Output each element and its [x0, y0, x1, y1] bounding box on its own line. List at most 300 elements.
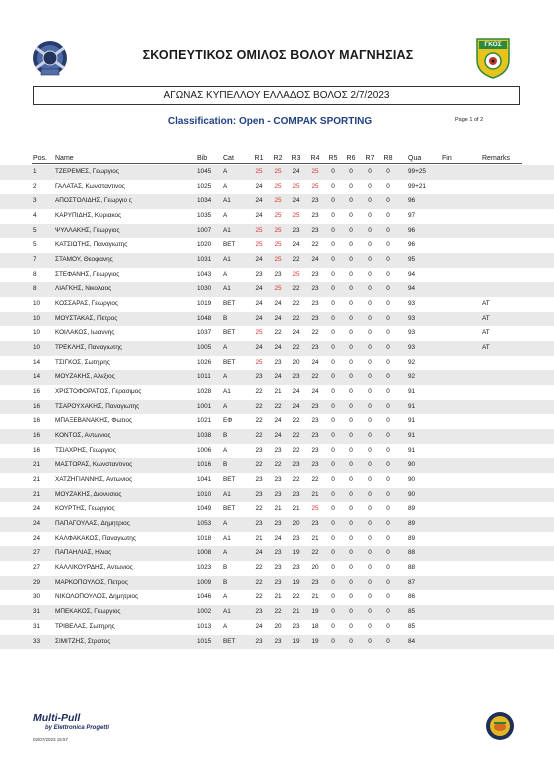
- row-round-7: 0: [368, 388, 372, 396]
- row-round-3: 24: [292, 168, 300, 175]
- row-bib: 1008: [197, 549, 212, 557]
- row-category: A: [223, 373, 228, 381]
- row-round-5: 0: [331, 534, 335, 542]
- row-round-1: 23: [255, 637, 263, 645]
- row-round-3: 22: [292, 417, 300, 425]
- header-divider: [32, 163, 522, 164]
- row-round-1: 22: [255, 578, 263, 586]
- row-name: ΜΠΑΞΕΒΑΝΑΚΗΣ, Φωτιος: [55, 417, 132, 425]
- row-qualification: 85: [408, 608, 416, 616]
- row-category: BET: [223, 358, 236, 366]
- row-position: 27: [33, 549, 41, 557]
- row-bib: 1026: [197, 358, 212, 366]
- row-position: 2: [33, 182, 37, 190]
- header-r2: R2: [273, 155, 283, 162]
- row-bib: 1019: [197, 300, 212, 308]
- row-qualification: 92: [408, 373, 416, 381]
- row-round-3: 20: [292, 358, 300, 366]
- row-position: 14: [33, 373, 41, 381]
- row-round-1: 23: [255, 446, 263, 454]
- row-qualification: 96: [408, 241, 416, 249]
- row-round-1: 25: [255, 168, 263, 175]
- row-round-3: 23: [292, 226, 300, 234]
- row-position: 5: [33, 241, 37, 249]
- row-bib: 1013: [197, 622, 212, 630]
- row-round-6: 0: [349, 622, 353, 630]
- row-round-6: 0: [349, 476, 353, 484]
- row-name: ΜΑΡΚΟΠΟΥΛΟΣ, Πετρος: [55, 578, 128, 586]
- row-name: ΚΟΙΛΑΚΟΣ, Ιωαννης: [55, 329, 115, 337]
- row-round-8: 0: [386, 637, 390, 645]
- row-bib: 1009: [197, 578, 212, 586]
- row-round-7: 0: [368, 256, 372, 264]
- row-round-8: 0: [386, 344, 390, 352]
- row-round-7: 0: [368, 168, 372, 175]
- row-category: BET: [223, 476, 236, 484]
- row-position: 24: [33, 520, 41, 528]
- row-round-5: 0: [331, 285, 335, 293]
- row-round-6: 0: [349, 300, 353, 308]
- row-bib: 1034: [197, 197, 212, 205]
- table-row: [0, 268, 554, 283]
- row-round-1: 25: [255, 358, 263, 366]
- row-round-7: 0: [368, 593, 372, 601]
- row-round-5: 0: [331, 549, 335, 557]
- row-round-7: 0: [368, 329, 372, 337]
- row-name: ΝΙΚΟΛΟΠΟΥΛΟΣ, Δημητριος: [55, 593, 139, 601]
- row-round-8: 0: [386, 534, 390, 542]
- row-qualification: 94: [408, 285, 416, 293]
- table-row: [0, 620, 554, 635]
- row-category: A: [223, 549, 228, 557]
- row-round-5: 0: [331, 608, 335, 616]
- row-round-3: 25: [292, 270, 300, 278]
- row-round-6: 0: [349, 226, 353, 234]
- row-round-8: 0: [386, 549, 390, 557]
- row-round-4: 23: [311, 417, 319, 425]
- row-category: B: [223, 564, 228, 572]
- classification-title: Classification: Open - COMPAK SPORTING: [167, 116, 373, 127]
- row-round-6: 0: [349, 578, 353, 586]
- row-round-5: 0: [331, 388, 335, 396]
- row-name: ΤΡΙΒΕΛΑΣ, Σωτηρης: [55, 622, 115, 630]
- table-row: [0, 238, 554, 253]
- row-round-2: 22: [274, 461, 282, 469]
- row-bib: 1046: [197, 593, 212, 601]
- row-name: ΚΟΣΣΑΡΑΣ, Γεωργιος: [55, 300, 118, 308]
- row-round-4: 24: [311, 388, 319, 396]
- header-r3: R3: [291, 155, 301, 162]
- row-bib: 1041: [197, 476, 212, 484]
- row-position: 21: [33, 490, 41, 498]
- row-round-7: 0: [368, 520, 372, 528]
- row-round-3: 19: [292, 549, 300, 557]
- row-round-2: 22: [274, 329, 282, 337]
- row-round-6: 0: [349, 212, 353, 220]
- row-remarks: AT: [482, 329, 490, 337]
- row-round-4: 23: [311, 285, 319, 293]
- row-round-6: 0: [349, 534, 353, 542]
- row-round-2: 23: [274, 446, 282, 454]
- row-round-8: 0: [386, 314, 390, 322]
- table-row: [0, 635, 554, 650]
- row-name: ΛΙΑΓΚΗΣ, Νικολαος: [55, 285, 112, 293]
- header-r1: R1: [254, 155, 264, 162]
- row-bib: 1035: [197, 212, 212, 220]
- row-round-4: 25: [311, 182, 319, 190]
- table-row: [0, 429, 554, 444]
- row-category: A1: [223, 285, 231, 293]
- row-position: 8: [33, 270, 37, 278]
- row-round-1: 22: [255, 417, 263, 425]
- competition-title: ΑΓΩΝΑΣ ΚΥΠΕΛΛΟΥ ΕΛΛΑΔΟΣ ΒΟΛΟΣ 2/7/2023: [33, 86, 520, 105]
- row-name: ΚΑΛΛΙΚΟΥΡΔΗΣ, Αντωνιος: [55, 564, 133, 572]
- row-round-8: 0: [386, 417, 390, 425]
- row-round-8: 0: [386, 256, 390, 264]
- club-title: ΣΚΟΠΕΥΤΙΚΟΣ ΟΜΙΛΟΣ ΒΟΛΟΥ ΜΑΓΝΗΣΙΑΣ: [142, 48, 414, 62]
- row-category: B: [223, 432, 228, 440]
- row-round-4: 23: [311, 314, 319, 322]
- row-round-1: 23: [255, 476, 263, 484]
- row-name: ΧΑΤΖΗΓΙΑΝΝΗΣ, Αντωνιος: [55, 476, 133, 484]
- row-category: BET: [223, 241, 236, 249]
- row-round-3: 22: [292, 344, 300, 352]
- row-round-5: 0: [331, 432, 335, 440]
- row-round-4: 23: [311, 300, 319, 308]
- row-bib: 1049: [197, 505, 212, 513]
- row-bib: 1023: [197, 564, 212, 572]
- footer-brand-subtitle: by Elettronica Progetti: [45, 725, 110, 731]
- row-round-2: 25: [274, 256, 282, 264]
- row-position: 30: [33, 593, 41, 601]
- row-round-6: 0: [349, 417, 353, 425]
- row-position: 16: [33, 388, 41, 396]
- row-round-1: 22: [255, 432, 263, 440]
- row-name: ΚΟΝΤΟΣ, Αντωνιος: [55, 432, 111, 440]
- row-round-5: 0: [331, 461, 335, 469]
- row-round-1: 22: [255, 388, 263, 396]
- table-row: [0, 253, 554, 268]
- row-round-8: 0: [386, 358, 390, 366]
- row-round-5: 0: [331, 329, 335, 337]
- row-round-6: 0: [349, 549, 353, 557]
- row-bib: 1006: [197, 446, 212, 454]
- row-round-1: 24: [255, 182, 263, 190]
- table-row: [0, 209, 554, 224]
- row-round-4: 18: [311, 622, 319, 630]
- row-round-5: 0: [331, 226, 335, 234]
- header-qua: Qua: [408, 155, 422, 162]
- row-round-7: 0: [368, 373, 372, 381]
- row-round-5: 0: [331, 256, 335, 264]
- header-r7: R7: [365, 155, 375, 162]
- table-row: [0, 356, 554, 371]
- row-round-6: 0: [349, 432, 353, 440]
- row-bib: 1001: [197, 402, 212, 410]
- row-round-2: 20: [274, 622, 282, 630]
- row-round-1: 23: [255, 520, 263, 528]
- row-name: ΚΑΛΦΑΚΑΚΟΣ, Παναγιωτης: [55, 534, 136, 542]
- row-round-8: 0: [386, 182, 390, 190]
- header-fin: Fin: [442, 155, 452, 162]
- row-round-6: 0: [349, 608, 353, 616]
- row-round-1: 23: [255, 270, 263, 278]
- row-position: 31: [33, 622, 41, 630]
- row-round-4: 22: [311, 329, 319, 337]
- table-row: [0, 165, 554, 180]
- row-round-2: 23: [274, 358, 282, 366]
- row-round-7: 0: [368, 622, 372, 630]
- row-round-7: 0: [368, 446, 372, 454]
- row-round-8: 0: [386, 432, 390, 440]
- row-name: ΚΑΡΥΠΙΔΗΣ, Κυριακος: [55, 212, 122, 220]
- row-name: ΑΠΟΣΤΟΛΙΔΗΣ, Γεωργιο ς: [55, 197, 132, 205]
- row-name: ΤΣΑΡΟΥΧΑΚΗΣ, Παναγιωτης: [55, 402, 140, 410]
- row-category: B: [223, 578, 228, 586]
- row-position: 7: [33, 256, 37, 264]
- row-round-3: 23: [292, 622, 300, 630]
- row-round-3: 23: [292, 534, 300, 542]
- row-qualification: 91: [408, 446, 416, 454]
- row-qualification: 88: [408, 564, 416, 572]
- row-round-1: 21: [255, 534, 263, 542]
- row-round-2: 21: [274, 388, 282, 396]
- row-round-4: 23: [311, 461, 319, 469]
- row-round-2: 23: [274, 270, 282, 278]
- row-round-8: 0: [386, 446, 390, 454]
- row-round-3: 24: [292, 402, 300, 410]
- row-round-2: 23: [274, 490, 282, 498]
- row-category: A1: [223, 197, 231, 205]
- row-name: ΨΥΛΛΑΚΗΣ, Γεωργιος: [55, 226, 120, 234]
- row-position: 21: [33, 476, 41, 484]
- row-round-6: 0: [349, 593, 353, 601]
- row-round-7: 0: [368, 344, 372, 352]
- row-position: 10: [33, 314, 41, 322]
- row-position: 21: [33, 461, 41, 469]
- row-qualification: 84: [408, 637, 416, 645]
- row-qualification: 89: [408, 520, 416, 528]
- results-table: [0, 165, 554, 649]
- row-round-5: 0: [331, 417, 335, 425]
- row-round-4: 25: [311, 168, 319, 175]
- row-round-2: 25: [274, 226, 282, 234]
- row-round-6: 0: [349, 344, 353, 352]
- row-round-6: 0: [349, 373, 353, 381]
- row-round-1: 24: [255, 344, 263, 352]
- row-round-8: 0: [386, 578, 390, 586]
- row-qualification: 96: [408, 197, 416, 205]
- row-qualification: 88: [408, 549, 416, 557]
- row-bib: 1021: [197, 417, 212, 425]
- row-round-4: 23: [311, 578, 319, 586]
- row-round-6: 0: [349, 168, 353, 175]
- row-qualification: 99+21: [408, 182, 426, 190]
- row-remarks: AT: [482, 344, 490, 352]
- header-r5: R5: [328, 155, 338, 162]
- row-round-3: 22: [292, 476, 300, 484]
- row-qualification: 86: [408, 593, 416, 601]
- row-name: ΤΡΕΚΛΗΣ, Παναγιωτης: [55, 344, 122, 352]
- row-round-4: 23: [311, 446, 319, 454]
- row-position: 4: [33, 212, 37, 220]
- row-round-5: 0: [331, 637, 335, 645]
- row-category: BET: [223, 637, 236, 645]
- row-round-4: 22: [311, 373, 319, 381]
- row-round-2: 24: [274, 534, 282, 542]
- row-round-5: 0: [331, 578, 335, 586]
- row-round-7: 0: [368, 402, 372, 410]
- row-round-5: 0: [331, 476, 335, 484]
- row-name: ΜΠΕΚΑΚΟΣ, Γεωργιος: [55, 608, 121, 616]
- row-round-6: 0: [349, 388, 353, 396]
- row-round-3: 21: [292, 505, 300, 513]
- gkos-logo-text: ΓΚΟΣ: [484, 41, 502, 48]
- row-round-7: 0: [368, 637, 372, 645]
- row-round-2: 23: [274, 637, 282, 645]
- row-round-7: 0: [368, 432, 372, 440]
- row-round-6: 0: [349, 329, 353, 337]
- row-qualification: 89: [408, 505, 416, 513]
- row-round-6: 0: [349, 564, 353, 572]
- row-round-5: 0: [331, 593, 335, 601]
- row-round-5: 0: [331, 373, 335, 381]
- row-round-7: 0: [368, 549, 372, 557]
- row-round-4: 23: [311, 402, 319, 410]
- table-row: [0, 502, 554, 517]
- row-round-4: 22: [311, 549, 319, 557]
- footer-brand: Multi-Pull: [33, 712, 81, 724]
- row-round-2: 23: [274, 549, 282, 557]
- row-bib: 1011: [197, 373, 211, 381]
- row-category: A1: [223, 226, 231, 234]
- row-name: ΜΑΣΤΟΡΑΣ, Κωνσταντινος: [55, 461, 133, 469]
- row-name: ΠΑΠΑΗΛΙΑΣ, Ηλιας: [55, 549, 112, 557]
- row-round-2: 25: [274, 197, 282, 205]
- row-position: 16: [33, 432, 41, 440]
- header-bib: Bib: [197, 155, 208, 162]
- row-qualification: 89: [408, 534, 416, 542]
- row-round-1: 24: [255, 314, 263, 322]
- table-row: [0, 576, 554, 591]
- table-row: [0, 473, 554, 488]
- row-name: ΜΟΥΖΑΚΗΣ, Διονυσιος: [55, 490, 122, 498]
- row-bib: 1025: [197, 182, 212, 190]
- row-bib: 1028: [197, 388, 212, 396]
- row-qualification: 90: [408, 476, 416, 484]
- table-row: [0, 400, 554, 415]
- row-round-7: 0: [368, 534, 372, 542]
- row-round-6: 0: [349, 358, 353, 366]
- row-round-3: 22: [292, 300, 300, 308]
- row-round-5: 0: [331, 490, 335, 498]
- row-round-2: 25: [274, 285, 282, 293]
- row-round-5: 0: [331, 300, 335, 308]
- row-round-4: 23: [311, 226, 319, 234]
- row-round-1: 22: [255, 593, 263, 601]
- row-round-6: 0: [349, 505, 353, 513]
- row-round-3: 22: [292, 285, 300, 293]
- row-position: 29: [33, 578, 41, 586]
- row-category: A1: [223, 608, 231, 616]
- table-row: [0, 297, 554, 312]
- row-position: 31: [33, 608, 41, 616]
- row-round-7: 0: [368, 212, 372, 220]
- row-category: BET: [223, 300, 236, 308]
- row-round-6: 0: [349, 182, 353, 190]
- row-category: A1: [223, 388, 231, 396]
- row-position: 16: [33, 417, 41, 425]
- row-round-1: 25: [255, 226, 263, 234]
- row-round-6: 0: [349, 490, 353, 498]
- row-round-5: 0: [331, 314, 335, 322]
- row-position: 33: [33, 637, 41, 645]
- row-round-3: 19: [292, 637, 300, 645]
- row-round-6: 0: [349, 256, 353, 264]
- row-name: ΠΑΠΑΓΟΥΛΑΣ, Δημητριος: [55, 520, 130, 528]
- row-round-3: 24: [292, 197, 300, 205]
- row-category: A: [223, 270, 228, 278]
- row-round-3: 24: [292, 388, 300, 396]
- row-round-5: 0: [331, 344, 335, 352]
- row-round-8: 0: [386, 505, 390, 513]
- row-bib: 1015: [197, 637, 212, 645]
- row-position: 1: [33, 168, 37, 175]
- row-bib: 1002: [197, 608, 212, 616]
- header-r6: R6: [346, 155, 356, 162]
- row-category: BET: [223, 505, 236, 513]
- header-remarks: Remarks: [482, 155, 511, 162]
- row-round-6: 0: [349, 402, 353, 410]
- row-round-4: 24: [311, 358, 319, 366]
- row-category: B: [223, 314, 228, 322]
- row-position: 24: [33, 534, 41, 542]
- row-round-6: 0: [349, 285, 353, 293]
- row-round-1: 22: [255, 505, 263, 513]
- row-round-7: 0: [368, 490, 372, 498]
- row-qualification: 90: [408, 490, 416, 498]
- table-row: [0, 370, 554, 385]
- row-round-1: 24: [255, 256, 263, 264]
- table-row: [0, 282, 554, 297]
- row-round-7: 0: [368, 505, 372, 513]
- row-round-3: 21: [292, 608, 300, 616]
- table-row: [0, 224, 554, 239]
- row-bib: 1048: [197, 314, 212, 322]
- row-category: A1: [223, 256, 231, 264]
- row-round-4: 22: [311, 476, 319, 484]
- row-round-4: 21: [311, 534, 319, 542]
- row-round-8: 0: [386, 329, 390, 337]
- row-round-8: 0: [386, 461, 390, 469]
- row-round-8: 0: [386, 241, 390, 249]
- row-position: 27: [33, 564, 41, 572]
- row-round-1: 24: [255, 285, 263, 293]
- row-round-8: 0: [386, 608, 390, 616]
- row-round-8: 0: [386, 622, 390, 630]
- row-round-7: 0: [368, 358, 372, 366]
- row-round-4: 23: [311, 432, 319, 440]
- row-name: ΤΣΙΑΧΡΗΣ, Γεωργιος: [55, 446, 116, 454]
- row-qualification: 99+25: [408, 168, 426, 175]
- row-qualification: 91: [408, 388, 416, 396]
- table-row: [0, 385, 554, 400]
- row-category: A: [223, 168, 228, 175]
- row-round-7: 0: [368, 182, 372, 190]
- row-bib: 1018: [197, 534, 212, 542]
- table-row: [0, 605, 554, 620]
- row-qualification: 91: [408, 402, 416, 410]
